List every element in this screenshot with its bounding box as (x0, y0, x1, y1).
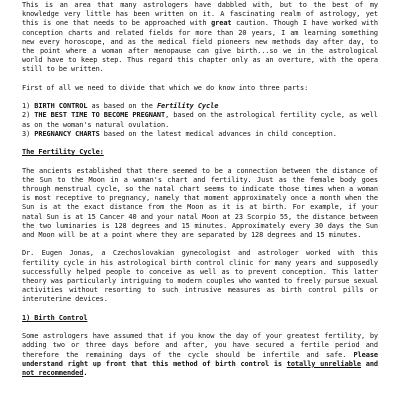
birth-control-not-recommended: not recommended (22, 369, 84, 378)
birth-control-and: and (361, 359, 379, 368)
birth-control-heading: 1) Birth Control (22, 313, 88, 322)
list-text: , based on the astrological fertility cycle, as well as on the woman's natural ovulation. (22, 111, 378, 129)
fertility-paragraph-2: Dr. Eugen Jonas, a Czechoslovakian gynecologist and astrologer worked with this fertility cycle in his astrological birth control clinic for many years and supposedly successfully helped people to conceive as well as to prevent conception. This latter theory was particularly intriguing to modern couples who wanted to freely pursue sexual activities without resorting to such intrusive measures as birth control pills or interuterine devices. (22, 249, 378, 304)
intro-text-tail: caution. Though I have worked with conception charts and related fields for more than 20 years, I am learning something new every horoscope, and as the medical field pioneers new methods day after day, to the point where a woman after menopause can give birth...so we in the astrological world have to keep step. Thus regard this chapter only as an overture, with the opera still to be written. (22, 19, 378, 74)
birth-control-warning: Please understand right up front that this method of birth control is (22, 350, 378, 368)
intro-text: This is an area that many astrologers have dabbled with, but to the best of my knowledge very little has been written on it. A fascinating realm of astrology, yet this is one that needs to be approached with (22, 1, 378, 28)
birth-control-paragraph (22, 332, 378, 378)
list-title: THE BEST TIME TO BECOME PREGNANT (34, 111, 166, 120)
list-text: based on the latest medical advances in child conception. (99, 129, 337, 138)
list-item-best-time (22, 111, 378, 129)
intro-emphasis: great (211, 19, 232, 28)
list-item-pregnancy-charts (22, 130, 378, 139)
fertility-cycle-heading: The Fertility Cycle: (22, 148, 104, 157)
list-title: PREGNANCY CHARTS (34, 129, 100, 138)
birth-control-unreliable: totally unreliable (286, 359, 361, 368)
intro-paragraph (22, 1, 378, 75)
divide-paragraph: First of all we need to divide that which we do know into three parts: (22, 83, 309, 92)
birth-control-period: . (83, 369, 88, 378)
list-number: 2) (22, 111, 31, 120)
fertility-paragraph-1: The ancients established that there seemed to be a connection between the distance of the Sun to the Moon in a woman's chart and fertility. Just as the female body goes through menstrual cycle, so the natal chart seems to indicate those times when a woman is most receptive to pregnancy, namely that moment approximately once a month when the Sun is at the exact distance from the Moon as it is at birth. For example, if your natal Sun is at 15 Cancer 40 and your natal Moon at 23 Scorpio 55, the distance between the two luminaries is 128 degrees and 15 minutes. Approximately every 30 days the Sun and Moon will be at a point where they are separated by 128 degrees and 15 minutes. (22, 166, 378, 240)
list-number: 3) (22, 129, 31, 138)
list-italic: Fertility Cycle (156, 102, 219, 111)
list-title: BIRTH CONTROL (34, 102, 88, 111)
birth-control-text: Some astrologers have assumed that if you know the day of your greatest fertility, by adding two or three days before and after, you have secured a fertile period and therefore the remaining days of the cycle should be infertile and safe. (22, 332, 378, 359)
list-number: 1) (22, 102, 31, 111)
list-text: as based on the (87, 102, 157, 111)
list-item-birth-control (22, 102, 378, 111)
